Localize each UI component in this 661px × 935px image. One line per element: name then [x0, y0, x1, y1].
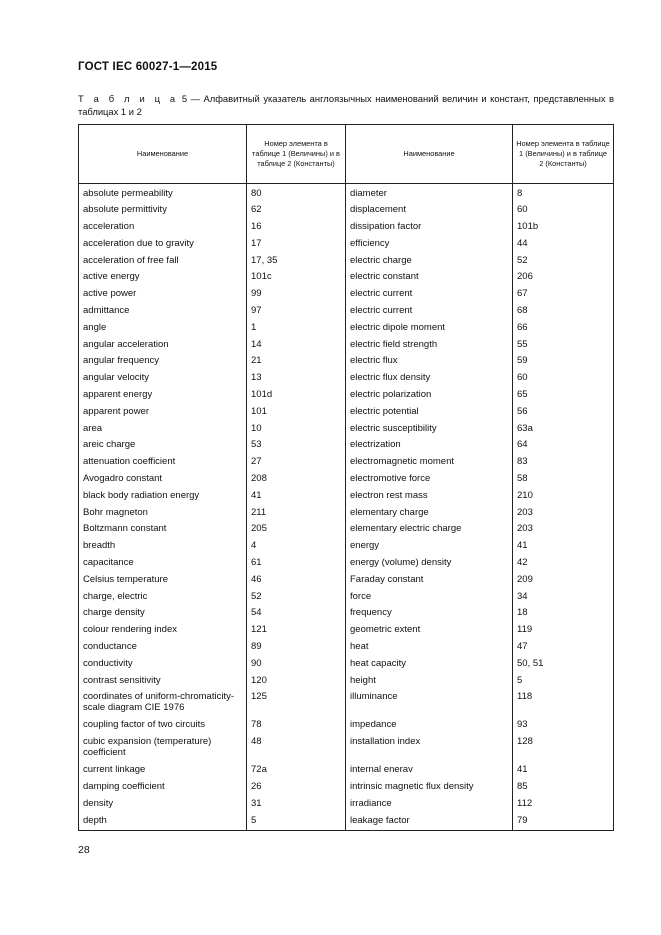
- table-row: [79, 717, 614, 734]
- entry-number-left: 101: [247, 404, 346, 421]
- entry-number-left: 101d: [247, 387, 346, 404]
- table-row: [79, 796, 614, 813]
- entry-name-left: admittance: [79, 303, 247, 320]
- entry-number-left: 5: [247, 813, 346, 831]
- entry-name-right: frequency: [346, 605, 513, 622]
- entry-name-right: heat: [346, 639, 513, 656]
- entry-name-right: internal enerav: [346, 762, 513, 779]
- entry-name-left: Celsius temperature: [79, 572, 247, 589]
- table-row: [79, 622, 614, 639]
- entry-number-right: 112: [513, 796, 614, 813]
- entry-name-left: angular velocity: [79, 370, 247, 387]
- entry-number-right: 56: [513, 404, 614, 421]
- entry-name-left: density: [79, 796, 247, 813]
- entry-name-right: electric field strength: [346, 337, 513, 354]
- entry-number-left: 46: [247, 572, 346, 589]
- entry-name-left: colour rendering index: [79, 622, 247, 639]
- entry-name-left: apparent power: [79, 404, 247, 421]
- table-row: [79, 353, 614, 370]
- entry-name-right: Faraday constant: [346, 572, 513, 589]
- entry-name-right: elementary charge: [346, 505, 513, 522]
- entry-number-right: 60: [513, 202, 614, 219]
- entry-name-right: electric polarization: [346, 387, 513, 404]
- entry-number-left: 17: [247, 236, 346, 253]
- page-number: 28: [78, 844, 90, 856]
- entry-number-left: 17, 35: [247, 253, 346, 270]
- entry-name-left: breadth: [79, 538, 247, 555]
- entry-name-right: intrinsic magnetic flux density: [346, 779, 513, 796]
- entry-number-right: 42: [513, 555, 614, 572]
- entry-number-right: 64: [513, 437, 614, 454]
- entry-number-right: 41: [513, 762, 614, 779]
- header-name-left: Наименование: [79, 125, 247, 184]
- table-row: [79, 370, 614, 387]
- entry-name-right: electric current: [346, 286, 513, 303]
- entry-number-right: 5: [513, 673, 614, 690]
- table-row: [79, 762, 614, 779]
- entry-name-right: electric charge: [346, 253, 513, 270]
- entry-number-left: 1: [247, 320, 346, 337]
- entry-number-right: 41: [513, 538, 614, 555]
- table-row: [79, 639, 614, 656]
- entry-name-right: electromagnetic moment: [346, 454, 513, 471]
- table-row: [79, 286, 614, 303]
- entry-number-right: 66: [513, 320, 614, 337]
- entry-name-right: geometric extent: [346, 622, 513, 639]
- index-table: [78, 124, 614, 831]
- entry-name-right: dissipation factor: [346, 219, 513, 236]
- document-header-title: ГОСТ IEC 60027-1—2015: [78, 61, 218, 73]
- entry-number-left: 26: [247, 779, 346, 796]
- table-row: [79, 589, 614, 606]
- entry-number-left: 41: [247, 488, 346, 505]
- entry-number-left: 62: [247, 202, 346, 219]
- table-row: [79, 605, 614, 622]
- entry-name-right: installation index: [346, 734, 513, 762]
- entry-number-left: 48: [247, 734, 346, 762]
- entry-number-right: 209: [513, 572, 614, 589]
- entry-name-left: current linkage: [79, 762, 247, 779]
- table-row: [79, 521, 614, 538]
- entry-name-left: apparent energy: [79, 387, 247, 404]
- entry-number-right: 50, 51: [513, 656, 614, 673]
- entry-name-right: leakage factor: [346, 813, 513, 831]
- table-caption: [78, 93, 614, 118]
- entry-number-right: 203: [513, 505, 614, 522]
- entry-name-left: area: [79, 421, 247, 438]
- entry-number-left: 97: [247, 303, 346, 320]
- entry-number-right: 67: [513, 286, 614, 303]
- entry-number-right: 119: [513, 622, 614, 639]
- entry-number-left: 80: [247, 184, 346, 203]
- entry-number-right: 210: [513, 488, 614, 505]
- entry-name-left: active energy: [79, 269, 247, 286]
- table-row: [79, 488, 614, 505]
- entry-number-left: 10: [247, 421, 346, 438]
- entry-name-left: acceleration: [79, 219, 247, 236]
- entry-name-left: conductivity: [79, 656, 247, 673]
- entry-name-right: electrization: [346, 437, 513, 454]
- table-row: [79, 404, 614, 421]
- entry-name-left: angular frequency: [79, 353, 247, 370]
- table-row: [79, 303, 614, 320]
- entry-name-left: charge density: [79, 605, 247, 622]
- entry-number-right: 58: [513, 471, 614, 488]
- entry-name-right: electric susceptibility: [346, 421, 513, 438]
- entry-name-right: electric potential: [346, 404, 513, 421]
- entry-name-right: force: [346, 589, 513, 606]
- entry-name-left: capacitance: [79, 555, 247, 572]
- entry-number-right: 18: [513, 605, 614, 622]
- table-row: [79, 689, 614, 717]
- entry-name-right: electron rest mass: [346, 488, 513, 505]
- table-row: [79, 337, 614, 354]
- table-row: [79, 673, 614, 690]
- table-row: [79, 320, 614, 337]
- entry-number-right: 47: [513, 639, 614, 656]
- entry-number-right: 203: [513, 521, 614, 538]
- entry-number-left: 72a: [247, 762, 346, 779]
- entry-name-right: displacement: [346, 202, 513, 219]
- entry-name-right: height: [346, 673, 513, 690]
- entry-number-left: 52: [247, 589, 346, 606]
- table-row: [79, 505, 614, 522]
- entry-number-left: 78: [247, 717, 346, 734]
- entry-number-left: 101c: [247, 269, 346, 286]
- entry-number-left: 53: [247, 437, 346, 454]
- entry-name-left: acceleration due to gravity: [79, 236, 247, 253]
- entry-name-right: irradiance: [346, 796, 513, 813]
- entry-name-left: cubic expansion (temperature) coefficient: [79, 734, 247, 762]
- entry-number-left: 27: [247, 454, 346, 471]
- entry-number-right: 93: [513, 717, 614, 734]
- entry-name-right: impedance: [346, 717, 513, 734]
- entry-number-left: 54: [247, 605, 346, 622]
- table-row: [79, 202, 614, 219]
- table-row: [79, 387, 614, 404]
- entry-number-left: 120: [247, 673, 346, 690]
- entry-name-left: Bohr magneton: [79, 505, 247, 522]
- entry-name-right: energy (volume) density: [346, 555, 513, 572]
- entry-number-right: 59: [513, 353, 614, 370]
- entry-name-left: acceleration of free fall: [79, 253, 247, 270]
- entry-name-left: charge, electric: [79, 589, 247, 606]
- entry-number-right: 101b: [513, 219, 614, 236]
- header-number-left: Номер элемента в таблице 1 (Величины) и в таблице 2 (Константы): [247, 125, 346, 184]
- caption-prefix: Т а б л и ц а: [78, 93, 179, 104]
- entry-name-left: conductance: [79, 639, 247, 656]
- table-row: [79, 454, 614, 471]
- table-row: [79, 572, 614, 589]
- entry-name-right: electric dipole moment: [346, 320, 513, 337]
- table-row: [79, 253, 614, 270]
- entry-number-left: 61: [247, 555, 346, 572]
- entry-number-right: 65: [513, 387, 614, 404]
- entry-number-left: 205: [247, 521, 346, 538]
- entry-number-left: 125: [247, 689, 346, 717]
- entry-name-left: attenuation coefficient: [79, 454, 247, 471]
- table-row: [79, 813, 614, 831]
- entry-number-left: 208: [247, 471, 346, 488]
- entry-name-left: black body radiation energy: [79, 488, 247, 505]
- entry-number-right: 34: [513, 589, 614, 606]
- caption-text: — Алфавитный указатель англоязычных наименований величин и констант, представленных в таблицах 1 и 2: [78, 93, 615, 117]
- entry-name-left: angular acceleration: [79, 337, 247, 354]
- header-number-right: Номер элемента в таблице 1 (Величины) и в таблице 2 (Константы): [513, 125, 614, 184]
- entry-name-left: Avogadro constant: [79, 471, 247, 488]
- caption-number: 5: [181, 93, 188, 104]
- entry-name-right: electric flux density: [346, 370, 513, 387]
- entry-number-right: 83: [513, 454, 614, 471]
- table-row: [79, 421, 614, 438]
- entry-number-right: 118: [513, 689, 614, 717]
- entry-number-right: 63a: [513, 421, 614, 438]
- header-name-right: Наименование: [346, 125, 513, 184]
- entry-name-right: electromotive force: [346, 471, 513, 488]
- entry-number-left: 99: [247, 286, 346, 303]
- entry-number-left: 121: [247, 622, 346, 639]
- entry-name-right: electric flux: [346, 353, 513, 370]
- entry-name-right: heat capacity: [346, 656, 513, 673]
- entry-number-right: 68: [513, 303, 614, 320]
- entry-number-right: 206: [513, 269, 614, 286]
- entry-name-left: depth: [79, 813, 247, 831]
- entry-name-right: energy: [346, 538, 513, 555]
- entry-number-right: 8: [513, 184, 614, 203]
- entry-number-left: 211: [247, 505, 346, 522]
- table-row: [79, 538, 614, 555]
- entry-name-right: elementary electric charge: [346, 521, 513, 538]
- entry-name-left: coupling factor of two circuits: [79, 717, 247, 734]
- entry-name-right: efficiency: [346, 236, 513, 253]
- entry-name-left: damping coefficient: [79, 779, 247, 796]
- entry-number-left: 16: [247, 219, 346, 236]
- entry-name-left: absolute permittivity: [79, 202, 247, 219]
- entry-name-left: coordinates of uniform-chromaticity-scale diagram CIE 1976: [79, 689, 247, 717]
- entry-name-left: contrast sensitivity: [79, 673, 247, 690]
- entry-number-left: 31: [247, 796, 346, 813]
- table-row: [79, 555, 614, 572]
- entry-number-right: 79: [513, 813, 614, 831]
- table-row: [79, 437, 614, 454]
- table-row: [79, 656, 614, 673]
- entry-name-right: electric constant: [346, 269, 513, 286]
- entry-number-left: 13: [247, 370, 346, 387]
- entry-name-right: electric current: [346, 303, 513, 320]
- entry-name-left: active power: [79, 286, 247, 303]
- entry-name-left: Boltzmann constant: [79, 521, 247, 538]
- table-row: [79, 236, 614, 253]
- entry-number-right: 52: [513, 253, 614, 270]
- table-header-row: [79, 125, 614, 184]
- table-body: [79, 184, 614, 831]
- entry-number-left: 4: [247, 538, 346, 555]
- entry-name-left: angle: [79, 320, 247, 337]
- table-row: [79, 184, 614, 203]
- entry-name-right: diameter: [346, 184, 513, 203]
- entry-number-right: 85: [513, 779, 614, 796]
- entry-number-right: 60: [513, 370, 614, 387]
- entry-number-left: 21: [247, 353, 346, 370]
- entry-number-left: 89: [247, 639, 346, 656]
- entry-number-left: 14: [247, 337, 346, 354]
- entry-name-left: areic charge: [79, 437, 247, 454]
- entry-name-left: absolute permeability: [79, 184, 247, 203]
- entry-number-left: 90: [247, 656, 346, 673]
- table-row: [79, 734, 614, 762]
- table-row: [79, 219, 614, 236]
- table-row: [79, 269, 614, 286]
- entry-number-right: 44: [513, 236, 614, 253]
- table-row: [79, 779, 614, 796]
- entry-number-right: 128: [513, 734, 614, 762]
- table-row: [79, 471, 614, 488]
- entry-name-right: illuminance: [346, 689, 513, 717]
- entry-number-right: 55: [513, 337, 614, 354]
